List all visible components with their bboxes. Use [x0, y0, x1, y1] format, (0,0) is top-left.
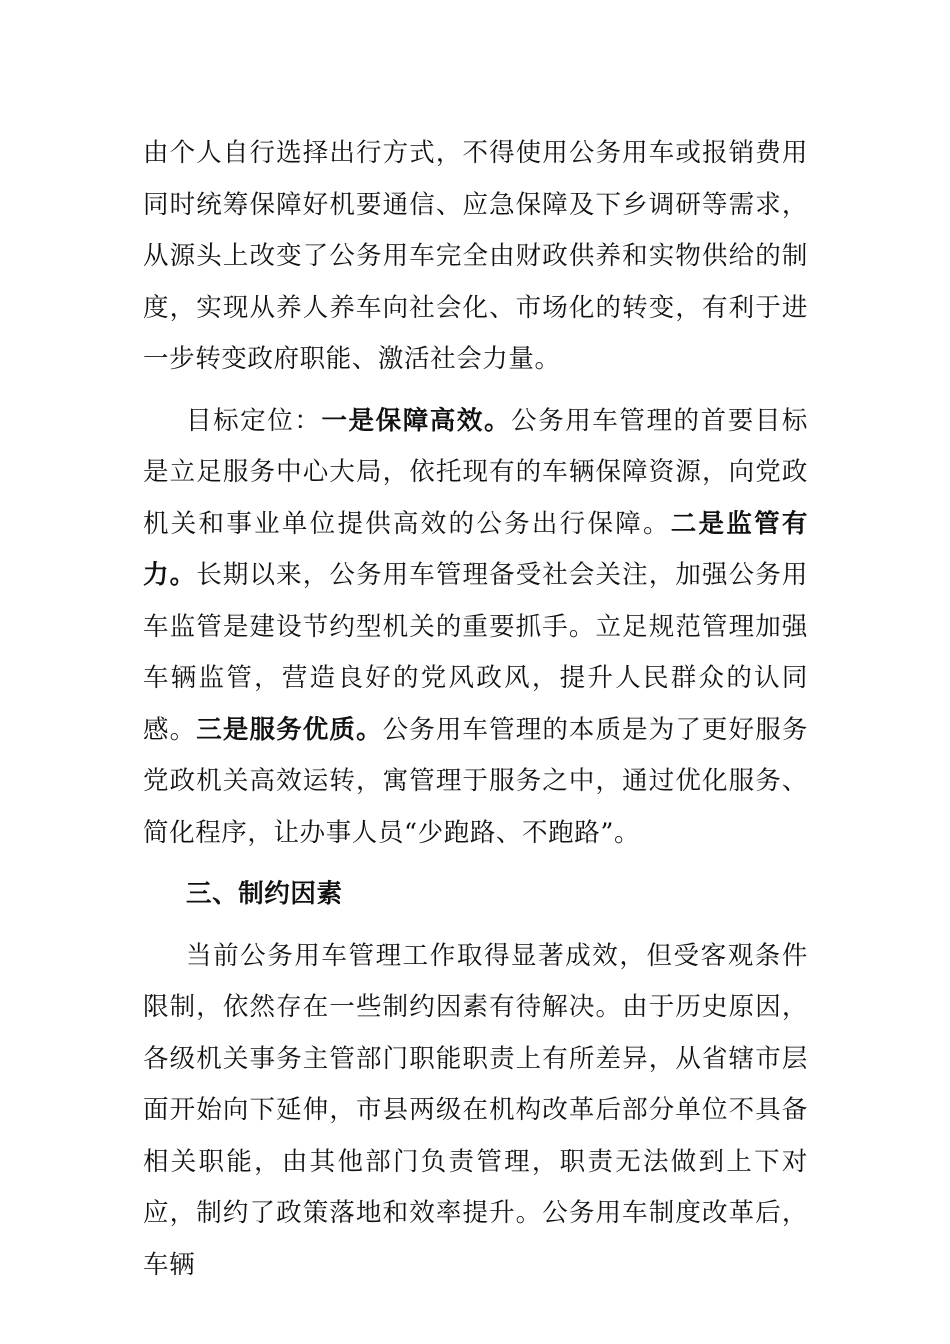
paragraph-gap [143, 859, 808, 869]
paragraph-3-text: 当前公务用车管理工作取得显著成效，但受客观条件限制，依然存在一些制约因素有待解决。由于历史原因，各级机关事务主管部门职能职责上有所差异，从省辖市层面开始向下延伸，市县两级在机构改革后部分单位不具备相关职能，由其他部门负责管理，职责无法做到上下对应，制约了政策落地和效率提升。公务用车制度改革后，车辆 [143, 940, 808, 1280]
document-body [143, 128, 808, 1291]
goals-lead: 目标定位： [186, 405, 322, 436]
section-heading: 三、制约因素 [186, 879, 343, 909]
paragraph-gap [143, 921, 808, 931]
paragraph-gap [143, 386, 808, 396]
paragraph-constraints [143, 931, 808, 1292]
paragraph-continuation [143, 128, 808, 386]
goal-2-title: 二是监管有力。 [143, 508, 808, 590]
paragraph-1-text: 由个人自行选择出行方式，不得使用公务用车或报销费用同时统筹保障好机要通信、应急保障及下乡调研等需求，从源头上改变了公务用车完全由财政供养和实物供给的制度，实现从养人养车向社会化、市场化的转变，有利于进一步转变政府职能、激活社会力量。 [143, 138, 808, 374]
goal-3-title: 三是服务优质。 [196, 714, 383, 745]
goal-3-text: 公务用车管理的本质是为了更好服务党政机关高效运转，寓管理于服务之中，通过优化服务、简化程序，让办事人员“少跑路、不跑路”。 [143, 714, 808, 848]
goal-1-title: 一是保障高效。 [321, 405, 512, 436]
goal-2-text: 长期以来，公务用车管理备受社会关注，加强公务用车监管是建设节约型机关的重要抓手。立足规范管理加强车辆监管，营造良好的党风政风，提升人民群众的认同感。 [143, 560, 808, 745]
goal-1-text: 公务用车管理的首要目标是立足服务中心大局，依托现有的车辆保障资源，向党政机关和事业单位提供高效的公务出行保障。 [143, 405, 808, 539]
paragraph-goals [143, 396, 808, 860]
